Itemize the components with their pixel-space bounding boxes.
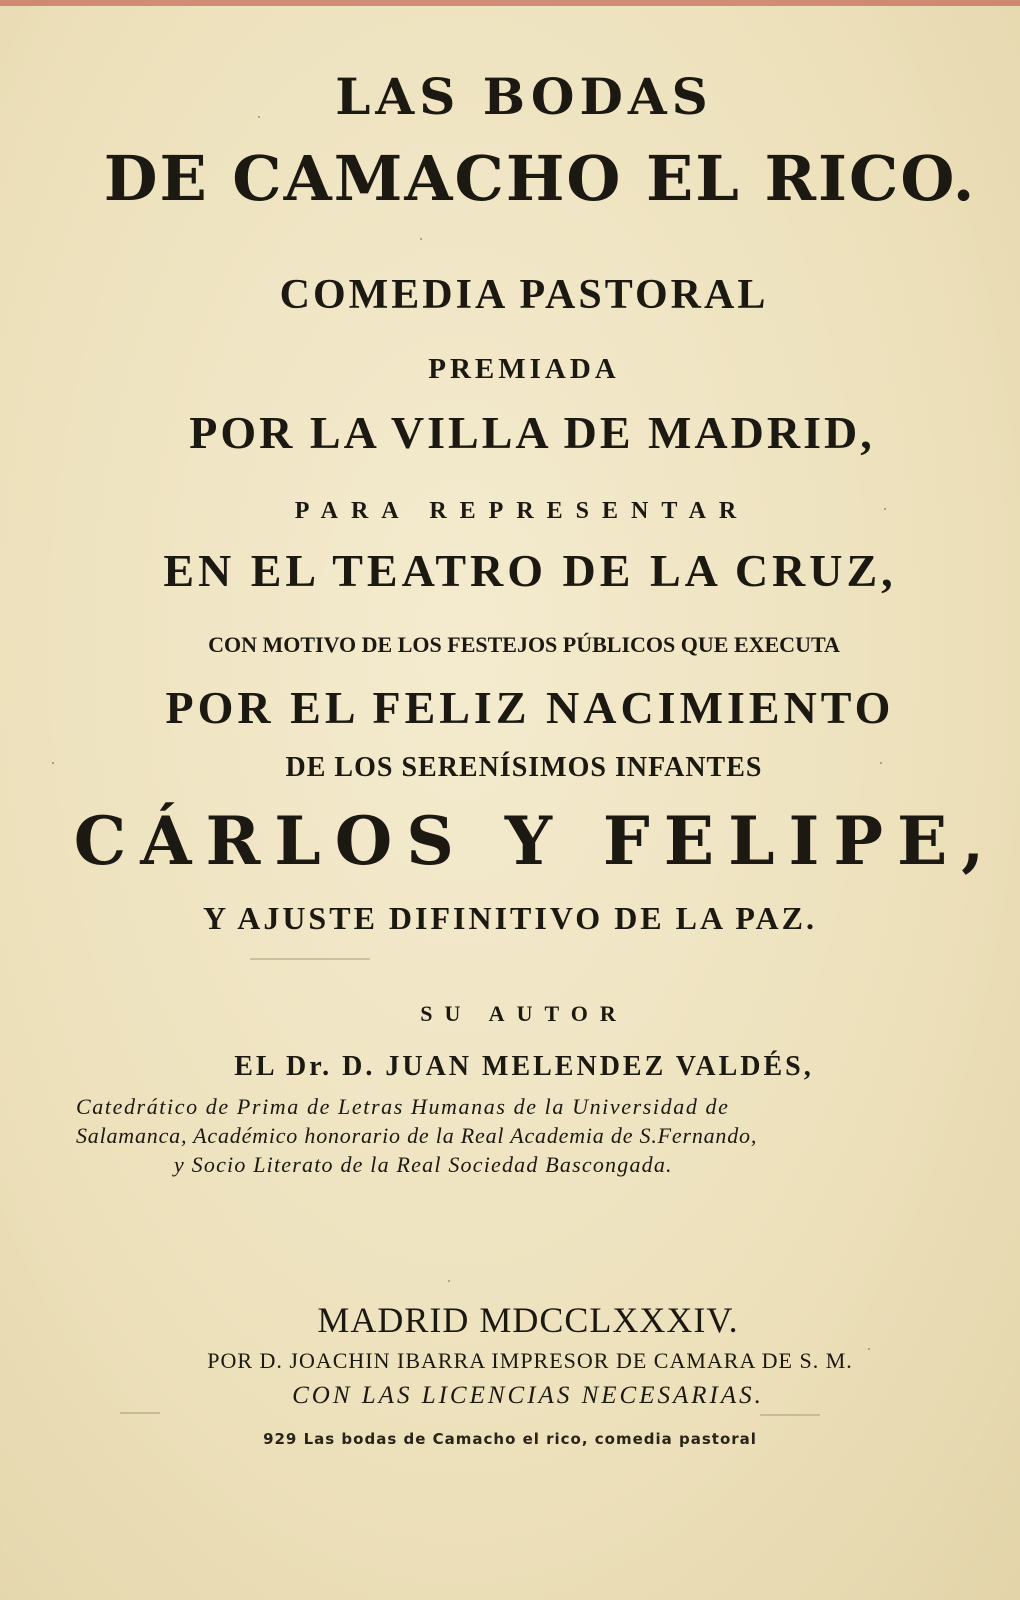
- title-line-2: DE CAMACHO EL RICO.: [103, 142, 977, 215]
- genre-heading: COMEDIA PASTORAL: [279, 272, 769, 318]
- title-line-1: LAS BODAS: [335, 67, 713, 126]
- carlos-felipe-line: CÁRLOS Y FELIPE,: [73, 802, 999, 880]
- paper-speck: [448, 1280, 450, 1282]
- paper-speck: [880, 762, 882, 764]
- author-credentials: [76, 1092, 884, 1179]
- paper-smear: [250, 958, 370, 960]
- imprint-place-year: MADRID MDCCLXXXIV.: [317, 1300, 739, 1340]
- credentials-line-2: Salamanca, Académico honorario de la Real Academia de S.Fernando,: [76, 1123, 758, 1148]
- author-name: EL Dr. D. JUAN MELENDEZ VALDÉS,: [234, 1051, 814, 1082]
- paper-speck: [868, 1348, 870, 1350]
- paper-smear: [120, 1412, 160, 1414]
- su-autor-label: SU AUTOR: [420, 1001, 628, 1026]
- paper-speck: [258, 116, 260, 118]
- catalog-caption: 929 Las bodas de Camacho el rico, comedia pastoral: [263, 1430, 757, 1448]
- nacimiento-line: POR EL FELIZ NACIMIENTO: [165, 682, 895, 733]
- teatro-line: EN EL TEATRO DE LA CRUZ,: [163, 545, 897, 596]
- imprint-license: CON LAS LICENCIAS NECESARIAS.: [292, 1382, 764, 1409]
- infantes-line: DE LOS SERENÍSIMOS INFANTES: [285, 752, 763, 783]
- imprint-printer: POR D. JOACHIN IBARRA IMPRESOR DE CAMARA DE S. M.: [207, 1348, 853, 1373]
- paz-line: Y AJUSTE DIFINITIVO DE LA PAZ.: [203, 900, 817, 936]
- premiada-line: PREMIADA: [428, 353, 620, 385]
- para-representar-line: PARA REPRESENTAR: [294, 498, 750, 524]
- credentials-line-1: Catedrático de Prima de Letras Humanas de la Universidad de: [76, 1094, 730, 1119]
- credentials-line-3: y Socio Literato de la Real Sociedad Bascongada.: [174, 1152, 673, 1177]
- motivo-line: CON MOTIVO DE LOS FESTEJOS PÚBLICOS QUE EXECUTA: [208, 632, 840, 657]
- paper-smear: [760, 1414, 820, 1416]
- villa-line: POR LA VILLA DE MADRID,: [189, 407, 875, 458]
- paper-speck: [884, 508, 886, 510]
- paper-speck: [420, 238, 422, 240]
- paper-speck: [52, 762, 54, 764]
